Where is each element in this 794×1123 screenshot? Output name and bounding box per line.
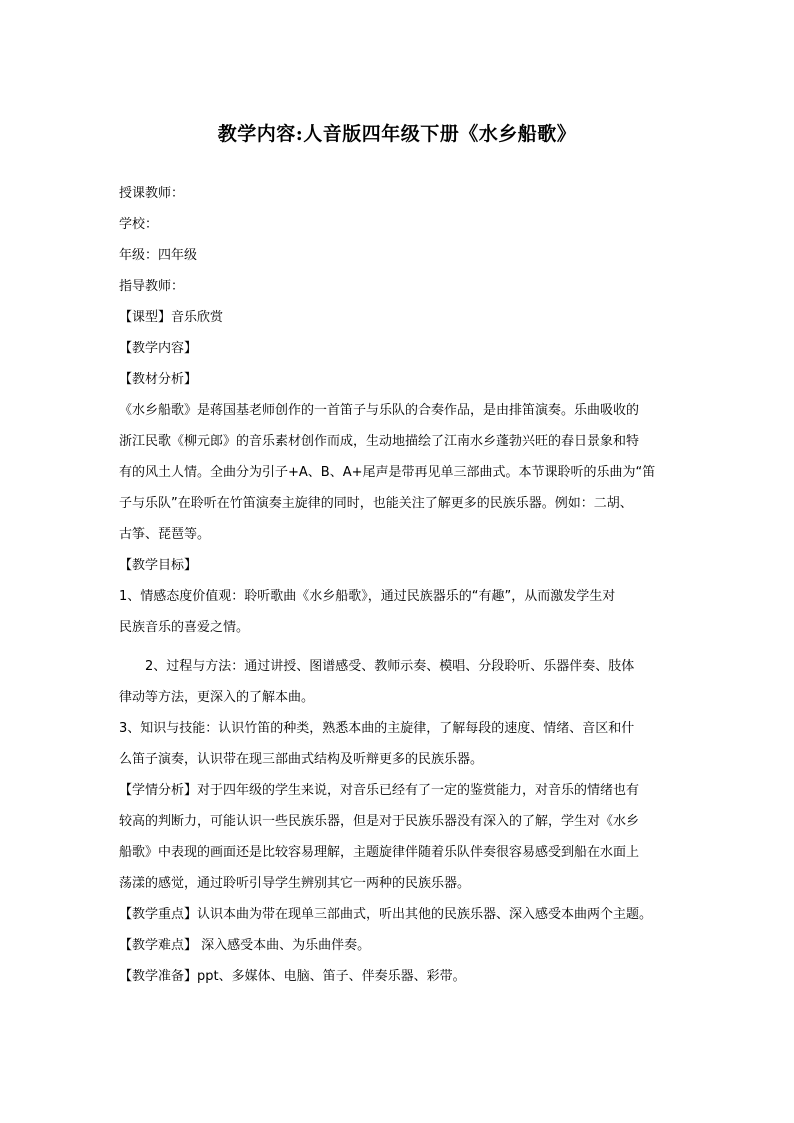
- preparation-line: [119, 961, 679, 992]
- learner-analysis: [119, 775, 679, 899]
- preparation-heading: 【教学准备】: [119, 969, 198, 984]
- difficulties-value: 深入感受本曲、为乐曲伴奏。: [197, 938, 371, 953]
- goal-3-line: 3、知识与技能：认识竹笛的种类，熟悉本曲的主旋律，了解每段的速度、情绪、音区和什: [119, 721, 635, 736]
- course-type-label: 【课型】: [119, 310, 172, 325]
- document-body: [119, 178, 679, 992]
- goal-2-line: 律动等方法，更深入的了解本曲。: [119, 690, 315, 705]
- material-line: 有的风土人情。全曲分为引子+A、B、A+尾声是带再见单三部曲式。本节课聆听的乐曲为“笛: [119, 465, 656, 480]
- school-line: 学校：: [119, 217, 159, 232]
- material-line: 浙江民歌《柳元郎》的音乐素材创作而成，生动地描绘了江南水乡蓬勃兴旺的春日景象和特: [119, 434, 640, 449]
- learner-line: 船歌》中表现的画面还是比较容易理解，主题旋律伴随着乐队伴奏很容易感受到船在水面上: [119, 845, 640, 860]
- course-type-value: 音乐欣赏: [171, 310, 224, 325]
- preparation-value: ppt、多媒体、电脑、笛子、伴奏乐器、彩带。: [197, 969, 466, 984]
- goals-heading: 【教学目标】: [119, 558, 198, 573]
- goal-1: [119, 581, 679, 643]
- material-line: 古筝、琵琶等。: [119, 527, 211, 542]
- learner-line: 荡漾的感觉，通过聆听引导学生辨别其它一两种的民族乐器。: [119, 876, 471, 891]
- material-line: 子与乐队”在聆听在竹笛演奏主旋律的同时，也能关注了解更多的民族乐器。例如：二胡、: [119, 496, 633, 511]
- advisor-line: 指导教师：: [119, 279, 185, 294]
- difficulties-heading: 【教学难点】: [119, 938, 198, 953]
- goal-1-line: 1、情感态度价值观：聆听歌曲《水乡船歌》，通过民族器乐的“有趣”，从而激发学生对: [119, 589, 616, 604]
- difficulties-line: [119, 930, 679, 961]
- goal-1-line: 民族音乐的喜爱之情。: [119, 620, 250, 635]
- material-line: 《水乡船歌》是蒋国基老师创作的一首笛子与乐队的合奏作品，是由排笛演奏。乐曲吸收的: [119, 403, 640, 418]
- goal-2-line: 2、过程与方法：通过讲授、图谱感受、教师示奏、模唱、分段聆听、乐器伴奏、肢体: [145, 659, 635, 674]
- material-heading: 【教材分析】: [119, 372, 198, 387]
- learner-heading: 【学情分析】: [119, 783, 198, 798]
- goal-3-line: 么笛子演奏，认识带在现三部曲式结构及听辩更多的民族乐器。: [119, 752, 484, 767]
- goal-2: [119, 651, 679, 713]
- key-points-value: 认识本曲为带在现单三部曲式，听出其他的民族乐器、深入感受本曲两个主题。: [197, 907, 653, 922]
- learner-line: 【学情分析】对于四年级的学生来说，对音乐已经有了一定的鉴赏能力，对音乐的情绪也有: [119, 783, 640, 798]
- document-title: 教学内容:人音版四年级下册《水乡船歌》: [217, 123, 577, 145]
- material-paragraph: [119, 395, 679, 550]
- goal-3: [119, 713, 679, 775]
- key-points-heading: 【教学重点】: [119, 907, 198, 922]
- course-type-line: [119, 302, 679, 333]
- teaching-content-heading: 【教学内容】: [119, 341, 198, 356]
- teacher-line: 授课教师：: [119, 186, 185, 201]
- grade-line: 年级：四年级: [119, 248, 198, 263]
- learner-line: 较高的判断力，可能认识一些民族乐器，但是对于民族乐器没有深入的了解，学生对《水乡: [119, 814, 640, 829]
- key-points-line: [119, 899, 679, 930]
